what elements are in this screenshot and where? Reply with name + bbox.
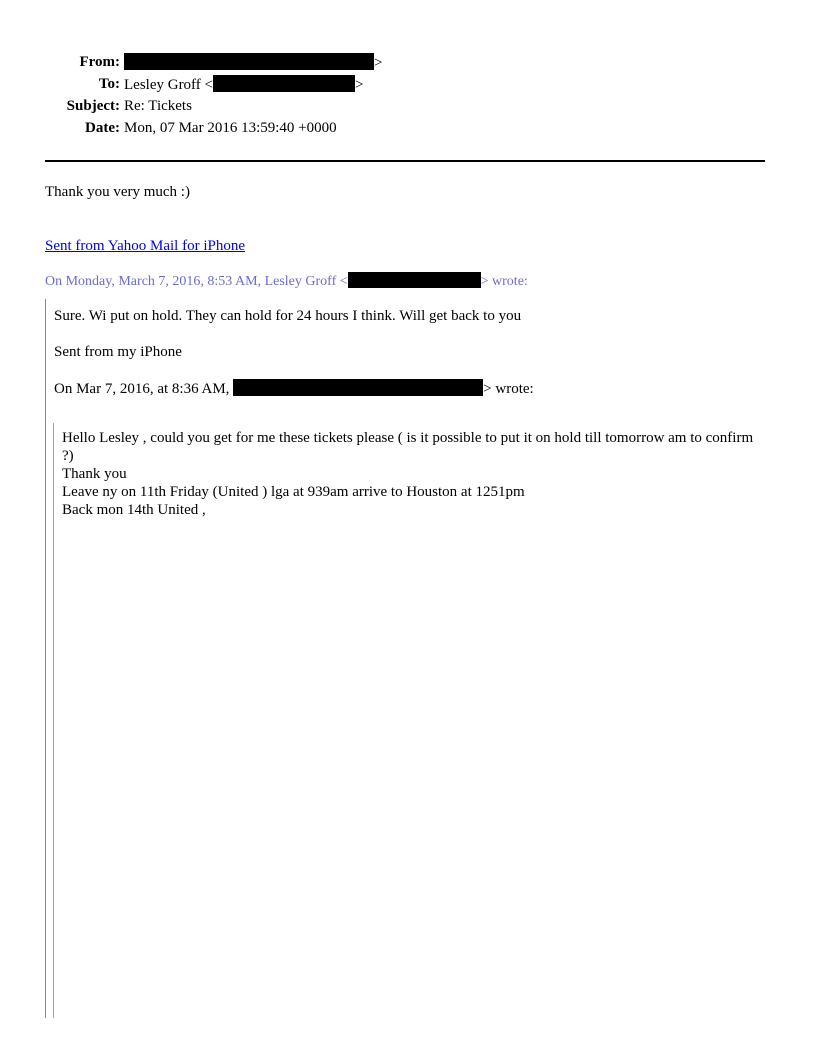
header-divider (45, 160, 765, 162)
redaction-bar (348, 272, 481, 288)
nested-quoted-message (53, 423, 769, 1018)
from-suffix: > (374, 55, 383, 71)
from-row (0, 53, 816, 75)
message-body: Thank you very much :) (45, 184, 190, 200)
to-row (0, 75, 816, 97)
attribution-prefix: On Monday, March 7, 2016, 8:53 AM, Lesley Groff < (45, 274, 348, 289)
to-name: Lesley Groff < (124, 77, 213, 93)
date-value: Mon, 07 Mar 2016 13:59:40 +0000 (124, 120, 337, 136)
nested-quote-text (62, 429, 762, 519)
quote-line: Leave ny on 11th Friday (United ) lga at 939am arrive to Houston at 1251pm (62, 484, 525, 500)
attribution2-suffix: > wrote: (483, 381, 534, 397)
to-value (124, 75, 363, 94)
attribution-suffix: > wrote: (480, 274, 528, 289)
subject-row (0, 97, 816, 119)
email-header (0, 53, 816, 141)
from-value (124, 53, 382, 72)
to-label: To: (98, 76, 120, 92)
redaction-bar (233, 379, 483, 396)
yahoo-mail-signature-link[interactable]: Sent from Yahoo Mail for iPhone (45, 238, 245, 254)
quoted-line: Sure. Wi put on hold. They can hold for 24 hours I think. Will get back to you (54, 308, 522, 324)
quote-line: Thank you (62, 466, 127, 482)
redaction-bar (213, 75, 355, 92)
subject-value: Re: Tickets (124, 98, 192, 114)
quote-attribution (45, 272, 528, 291)
quote-line: Hello Lesley , could you get for me these tickets please ( is it possible to put it on hold till tomorrow am to confirm ?) (62, 430, 754, 464)
date-row (0, 119, 816, 141)
subject-label: Subject: (66, 98, 120, 114)
quote-line: Back mon 14th United , (62, 502, 206, 518)
from-label: From: (79, 54, 120, 70)
attribution2-prefix: On Mar 7, 2016, at 8:36 AM, (54, 381, 230, 397)
date-label: Date: (85, 120, 120, 136)
quoted-signature: Sent from my iPhone (54, 344, 182, 360)
quoted-reply (45, 299, 776, 1018)
quoted-attribution (54, 379, 534, 398)
to-suffix: > (355, 77, 364, 93)
redaction-bar (124, 53, 374, 70)
